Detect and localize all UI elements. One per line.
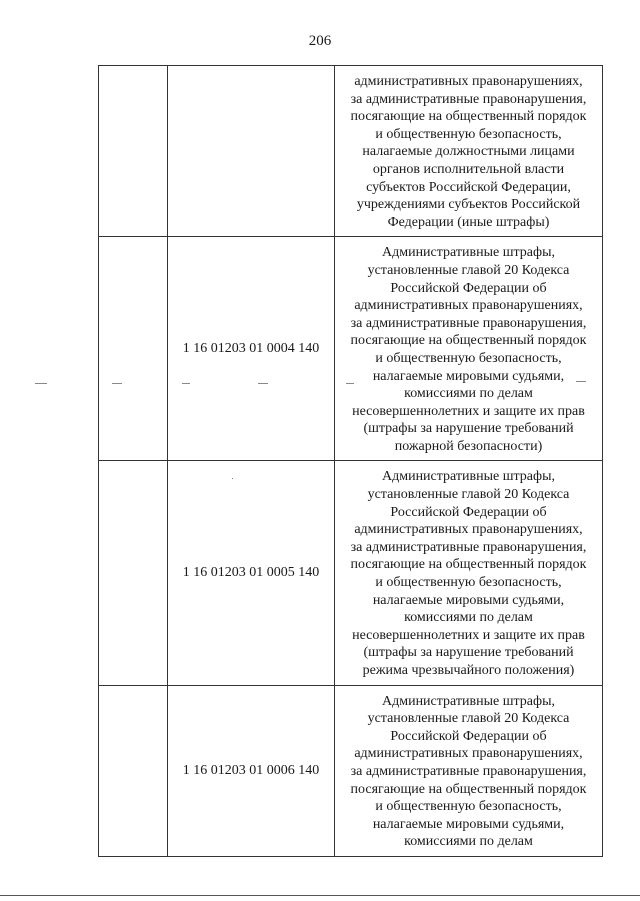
page-number: 206: [308, 33, 332, 49]
description-line: установленные главой 20 Кодекса: [367, 487, 570, 503]
description-line: установленные главой 20 Кодекса: [367, 262, 570, 278]
description-line: и общественную безопасность,: [375, 126, 562, 142]
description-line: посягающие на общественный порядок: [350, 557, 587, 573]
description-line: за административные правонарушения,: [350, 539, 587, 555]
description-line: административных правонарушениях,: [354, 746, 583, 762]
scan-edge-line: [0, 895, 640, 896]
description-line: (штрафы за нарушение требований: [363, 645, 574, 661]
scan-artifact: [258, 383, 268, 384]
description-line: пожарной безопасности): [394, 438, 543, 454]
description-line: посягающие на общественный порядок: [350, 333, 587, 349]
description-line: и общественную безопасность,: [375, 799, 562, 815]
description-line: налагаемые должностными лицами: [362, 144, 575, 160]
description-line: комиссиями по делам: [404, 610, 533, 626]
description-line: налагаемые мировыми судьями,: [372, 816, 565, 832]
scan-artifact: [35, 383, 47, 384]
scan-artifact: [346, 383, 354, 384]
description-cell: [335, 685, 603, 856]
description-line: административных правонарушениях,: [354, 522, 583, 538]
budget-code-cell: 1 16 01203 01 0004 140: [168, 237, 335, 461]
budget-code-cell: [168, 66, 335, 237]
description-line: за административные правонарушения,: [350, 315, 587, 331]
description-line: субъектов Российской Федерации,: [366, 179, 571, 195]
description-line: учреждениями субъектов Российской: [356, 197, 581, 213]
empty-cell: [99, 237, 168, 461]
description-line: несовершеннолетних и защите их прав: [352, 627, 585, 643]
description-line: комиссиями по делам: [404, 386, 533, 402]
empty-cell: [99, 461, 168, 685]
description-line: налагаемые мировыми судьями,: [372, 368, 565, 384]
description-cell: [335, 66, 603, 237]
empty-cell: [99, 66, 168, 237]
description-line: посягающие на общественный порядок: [350, 781, 587, 797]
description-line: комиссиями по делам: [404, 834, 533, 850]
description-line: органов исполнительной власти: [372, 161, 565, 177]
description-line: режима чрезвычайного положения): [362, 663, 575, 678]
empty-cell: [99, 685, 168, 856]
description-line: Административные штрафы,: [381, 469, 556, 485]
description-line: налагаемые мировыми судьями,: [372, 592, 565, 608]
description-line: Федерации (иные штрафы): [387, 214, 550, 230]
description-line: (штрафы за нарушение требований: [363, 421, 574, 437]
description-line: Российской Федерации об: [390, 280, 547, 296]
scan-artifact: [112, 383, 122, 384]
description-cell: [335, 237, 603, 461]
description-line: и общественную безопасность,: [375, 575, 562, 591]
budget-code-cell: 1 16 01203 01 0005 140: [168, 461, 335, 685]
description-line: Российской Федерации об: [390, 504, 547, 520]
description-line: и общественную безопасность,: [375, 350, 562, 366]
table-row: [99, 237, 603, 461]
description-line: административных правонарушениях,: [354, 298, 583, 314]
description-line: за административные правонарушения,: [350, 763, 587, 779]
description-line: установленные главой 20 Кодекса: [367, 711, 570, 727]
table-row: [99, 66, 603, 237]
scan-artifact: [232, 478, 233, 479]
budget-code-cell: 1 16 01203 01 0006 140: [168, 685, 335, 856]
description-line: Административные штрафы,: [381, 245, 556, 261]
description-line: Административные штрафы,: [381, 693, 556, 709]
table-row: [99, 685, 603, 856]
scan-artifact: [576, 381, 586, 382]
description-line: несовершеннолетних и защите их прав: [352, 403, 585, 419]
fines-table: [98, 65, 603, 857]
description-line: Российской Федерации об: [390, 728, 547, 744]
description-line: административных правонарушениях,: [354, 74, 583, 89]
description-line: посягающие на общественный порядок: [350, 109, 587, 125]
table-row: [99, 461, 603, 685]
description-line: за административные правонарушения,: [350, 91, 587, 107]
scan-artifact: [182, 383, 190, 384]
description-cell: [335, 461, 603, 685]
